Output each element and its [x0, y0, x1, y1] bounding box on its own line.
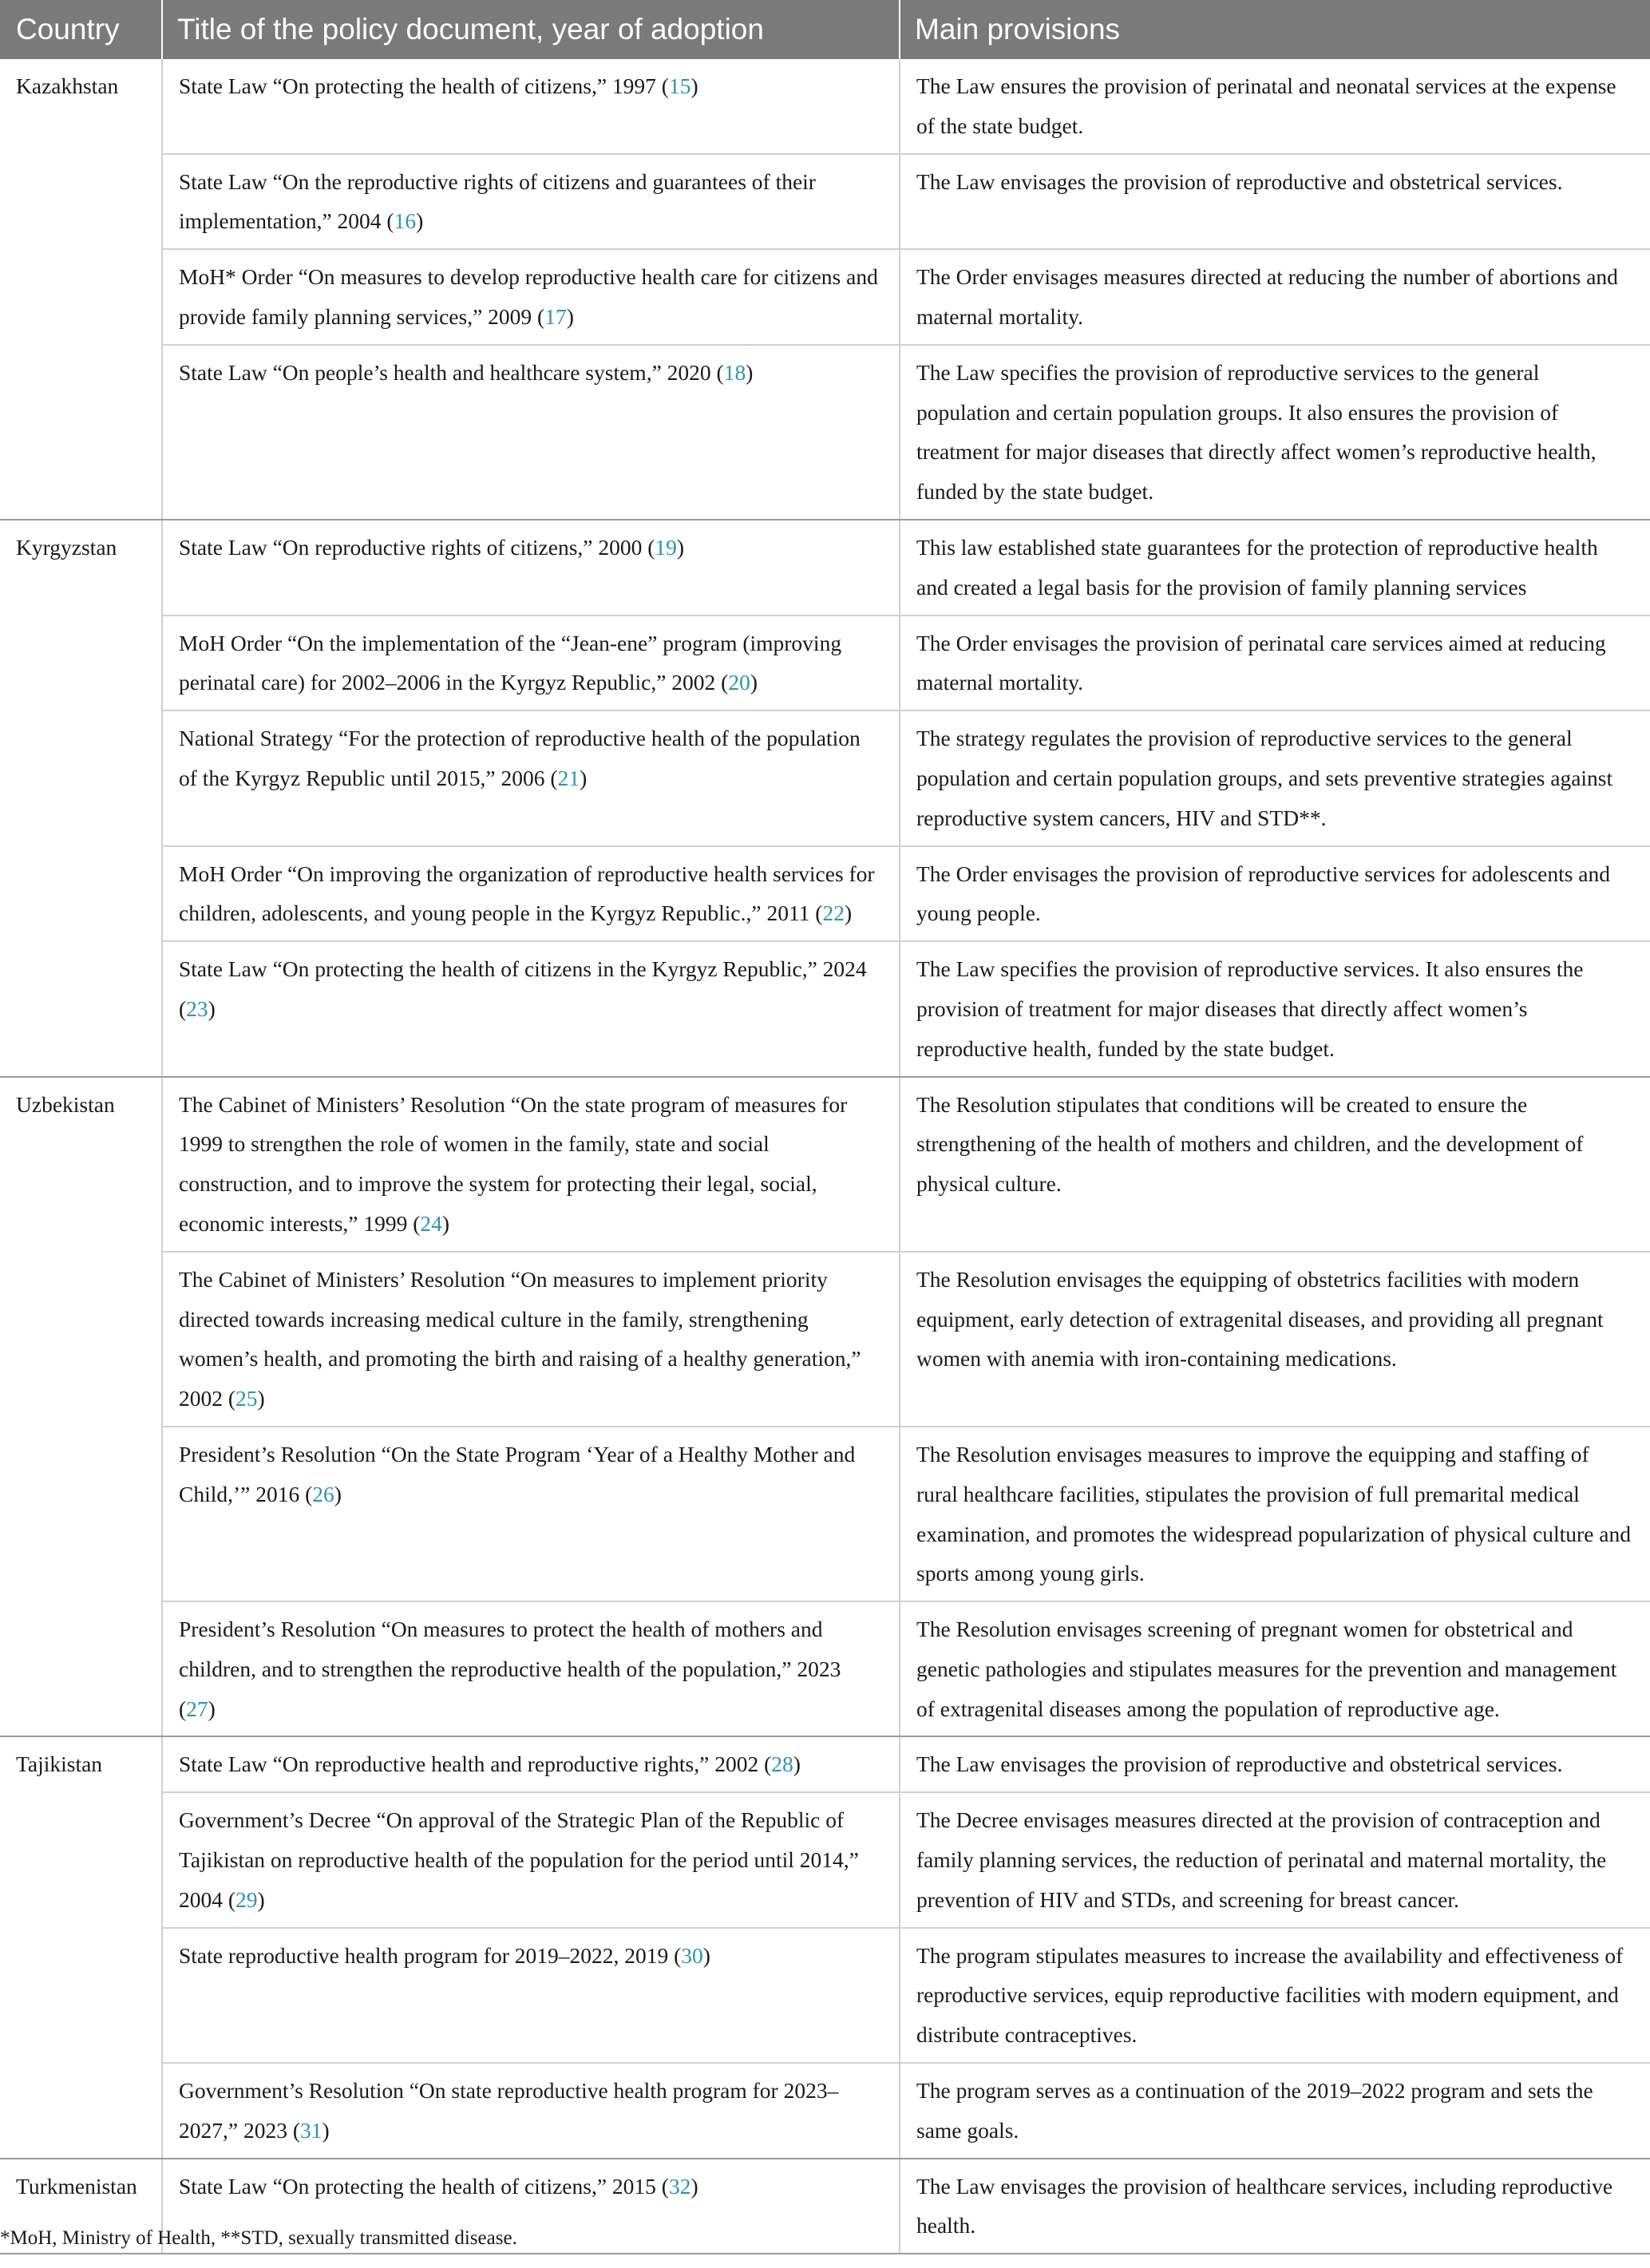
- table-row: [0, 520, 1650, 615]
- main-provisions-cell: The Order envisages measures directed at reducing the number of abortions and maternal mortality.: [900, 249, 1650, 345]
- policy-title-text: President’s Resolution “On measures to protect the health of mothers and children, and to strengthen the reproductive health of the population,” 2023 (: [179, 1617, 841, 1721]
- table-row: [0, 1252, 1650, 1427]
- policy-title-cell: [162, 710, 900, 845]
- policy-title-text: State Law “On protecting the health of citizens,” 1997 (: [179, 73, 669, 98]
- policy-title-text: State Law “On reproductive rights of citizens,” 2000 (: [179, 534, 655, 560]
- reference-link[interactable]: 22: [822, 900, 845, 926]
- main-provisions-cell: The program stipulates measures to increase the availability and effectiveness of reproductive services, equip reproductive facilities with modern equipment, and distribute contraceptives.: [900, 1928, 1650, 2063]
- policy-title-text: Government’s Resolution “On state reproductive health program for 2023–2027,” 2023 (: [179, 2078, 839, 2143]
- reference-link[interactable]: 21: [557, 765, 580, 790]
- header-country: Country: [0, 0, 162, 59]
- policy-title-text: Government’s Decree “On approval of the Strategic Plan of the Republic of Tajikistan on reproductive health of the population for the period until 2014,” 2004 (: [179, 1807, 859, 1912]
- policy-title-text: State Law “On the reproductive rights of citizens and guarantees of their implementation,” 2004 (: [179, 168, 816, 234]
- reference-link[interactable]: 24: [420, 1210, 442, 1236]
- main-provisions-cell: The Order envisages the provision of reproductive services for adolescents and young people.: [900, 846, 1650, 942]
- reference-link[interactable]: 31: [300, 2117, 322, 2143]
- policy-title-cell: [162, 941, 900, 1076]
- reference-link[interactable]: 26: [312, 1481, 334, 1506]
- reference-close-paren: ): [793, 1751, 801, 1777]
- policy-title-text: The Cabinet of Ministers’ Resolution “On the state program of measures for 1999 to strengthen the role of women in the family, state and social construction, and to improve the system for protecting their legal, social, economic interests,” 1999 (: [179, 1091, 848, 1236]
- reference-close-paren: ): [257, 1386, 265, 1411]
- policy-title-cell: [162, 1427, 900, 1601]
- reference-close-paren: ): [690, 73, 698, 98]
- reference-link[interactable]: 29: [235, 1886, 258, 1912]
- policy-title-cell: [162, 520, 900, 615]
- table-row: [0, 345, 1650, 520]
- main-provisions-cell: The Law envisages the provision of reproductive and obstetrical services.: [900, 1736, 1650, 1792]
- policy-title-text: State Law “On reproductive health and reproductive rights,” 2002 (: [179, 1751, 772, 1777]
- policy-title-cell: [162, 1077, 900, 1252]
- policy-title-cell: [162, 615, 900, 711]
- reference-link[interactable]: 32: [668, 2173, 691, 2199]
- reference-link[interactable]: 25: [235, 1386, 258, 1411]
- reference-close-paren: ): [702, 1942, 710, 1968]
- table-row: [0, 1792, 1650, 1927]
- table-row: [0, 154, 1650, 250]
- policy-title-text: State reproductive health program for 2019–2022, 2019 (: [179, 1942, 682, 1968]
- reference-close-paren: ): [208, 1696, 216, 1721]
- country-cell: Turkmenistan: [0, 2159, 162, 2254]
- policy-title-cell: [162, 1792, 900, 1927]
- policy-title-text: State Law “On protecting the health of citizens in the Kyrgyz Republic,” 2024 (: [179, 956, 867, 1021]
- policy-title-text: State Law “On protecting the health of citizens,” 2015 (: [179, 2173, 669, 2199]
- reference-link[interactable]: 17: [544, 303, 567, 329]
- main-provisions-cell: The Decree envisages measures directed at the provision of contraception and family planning services, the reduction of perinatal and maternal mortality, the prevention of HIV and STDs, and screening for breast cancer.: [900, 1792, 1650, 1927]
- main-provisions-cell: The Resolution envisages measures to improve the equipping and staffing of rural healthcare facilities, stipulates the provision of full premarital medical examination, and promotes the widespread popularization of physical culture and sports among young girls.: [900, 1427, 1650, 1601]
- policy-title-cell: [162, 249, 900, 345]
- reference-close-paren: ): [416, 208, 424, 234]
- table-row: [0, 846, 1650, 942]
- policy-title-cell: [162, 59, 900, 154]
- policy-title-text: National Strategy “For the protection of reproductive health of the population of the Kyrgyz Republic until 2015,” 2006 (: [179, 726, 861, 790]
- policy-title-text: President’s Resolution “On the State Program ‘Year of a Healthy Mother and Child,’” 2016 (: [179, 1441, 856, 1506]
- policy-title-text: MoH Order “On improving the organization of reproductive health services for children, adolescents, and young people in the Kyrgyz Republic.,” 2011 (: [179, 861, 875, 926]
- reference-close-paren: ): [441, 1210, 450, 1236]
- policy-title-cell: [162, 846, 900, 942]
- main-provisions-cell: The Law specifies the provision of reproductive services. It also ensures the provision of treatment for major diseases that directly affect women’s reproductive health, funded by the state budget.: [900, 941, 1650, 1076]
- table-row: [0, 941, 1650, 1076]
- main-provisions-cell: The program serves as a continuation of the 2019–2022 program and sets the same goals.: [900, 2063, 1650, 2159]
- policy-title-cell: [162, 1736, 900, 1792]
- header-policy-title: Title of the policy document, year of adoption: [162, 0, 900, 59]
- main-provisions-cell: The Order envisages the provision of perinatal care services aimed at reducing maternal mortality.: [900, 615, 1650, 711]
- reference-close-paren: ): [208, 995, 216, 1021]
- reference-close-paren: ): [257, 1886, 265, 1912]
- policy-title-cell: [162, 1928, 900, 2063]
- reference-link[interactable]: 23: [186, 995, 208, 1021]
- country-cell: Kyrgyzstan: [0, 520, 162, 1077]
- policy-title-text: State Law “On people’s health and healthcare system,” 2020 (: [179, 359, 724, 385]
- reference-close-paren: ): [676, 534, 685, 560]
- main-provisions-cell: The Law specifies the provision of reproductive services to the general population and certain population groups. It also ensures the provision of treatment for major diseases that directly affect women’s reproductive health, funded by the state budget.: [900, 345, 1650, 520]
- policy-title-cell: [162, 2063, 900, 2159]
- country-cell: Uzbekistan: [0, 1077, 162, 1737]
- main-provisions-cell: The Resolution stipulates that conditions will be created to ensure the strengthening of the health of mothers and children, and the development of physical culture.: [900, 1077, 1650, 1252]
- reference-close-paren: ): [690, 2173, 698, 2199]
- reference-link[interactable]: 20: [728, 670, 750, 695]
- policy-title-text: MoH* Order “On measures to develop reproductive health care for citizens and provide family planning services,” 2009 (: [179, 264, 878, 329]
- table-row: [0, 615, 1650, 711]
- table-footnote: *MoH, Ministry of Health, **STD, sexually transmitted disease.: [0, 2227, 517, 2249]
- policy-title-cell: [162, 1252, 900, 1427]
- reference-link[interactable]: 16: [394, 208, 417, 234]
- table-row: [0, 710, 1650, 845]
- country-cell: Tajikistan: [0, 1736, 162, 2158]
- reference-close-paren: ): [580, 765, 588, 790]
- reference-close-paren: ): [750, 670, 758, 695]
- reference-link[interactable]: 19: [655, 534, 677, 560]
- reference-link[interactable]: 18: [723, 359, 746, 385]
- reference-close-paren: ): [322, 2117, 330, 2143]
- main-provisions-cell: This law established state guarantees for the protection of reproductive health and created a legal basis for the provision of family planning services: [900, 520, 1650, 615]
- header-main-provisions: Main provisions: [900, 0, 1650, 59]
- table-row: [0, 1736, 1650, 1792]
- policy-title-cell: [162, 345, 900, 520]
- country-cell: Kazakhstan: [0, 59, 162, 520]
- policy-title-text: MoH Order “On the implementation of the “Jean-ene” program (improving perinatal care) for 2002–2006 in the Kyrgyz Republic,” 2002 (: [179, 630, 842, 695]
- table-row: [0, 2063, 1650, 2159]
- reference-link[interactable]: 15: [668, 73, 691, 98]
- reference-close-paren: ): [566, 303, 574, 329]
- reference-close-paren: ): [334, 1481, 342, 1506]
- policy-title-cell: [162, 154, 900, 250]
- main-provisions-cell: The strategy regulates the provision of reproductive services to the general population and certain population groups, and sets preventive strategies against reproductive system cancers, HIV and STD**.: [900, 710, 1650, 845]
- reference-link[interactable]: 28: [771, 1751, 793, 1777]
- reference-close-paren: ): [746, 359, 754, 385]
- main-provisions-cell: The Resolution envisages screening of pregnant women for obstetrical and genetic pathologies and stipulates measures for the prevention and management of extragenital diseases among the population of reproductive age.: [900, 1601, 1650, 1736]
- reference-link[interactable]: 30: [681, 1942, 703, 1968]
- table-row: [0, 249, 1650, 345]
- table-row: [0, 1077, 1650, 1252]
- main-provisions-cell: The Law ensures the provision of perinatal and neonatal services at the expense of the state budget.: [900, 59, 1650, 154]
- policy-title-text: The Cabinet of Ministers’ Resolution “On measures to implement priority directed towards increasing medical culture in the family, strengthening women’s health, and promoting the birth and raising of a healthy generation,” 2002 (: [179, 1266, 861, 1411]
- main-provisions-cell: The Law envisages the provision of healthcare services, including reproductive health.: [900, 2159, 1650, 2254]
- main-provisions-cell: The Resolution envisages the equipping of obstetrics facilities with modern equipment, early detection of extragenital diseases, and providing all pregnant women with anemia with iron-containing medications.: [900, 1252, 1650, 1427]
- table-row: [0, 1928, 1650, 2063]
- table-row: [0, 1427, 1650, 1601]
- policy-title-cell: [162, 1601, 900, 1736]
- main-provisions-cell: The Law envisages the provision of reproductive and obstetrical services.: [900, 154, 1650, 250]
- table-header-row: [0, 0, 1650, 59]
- table-row: [0, 59, 1650, 154]
- table-body: [0, 59, 1650, 2254]
- table-row: [0, 1601, 1650, 1736]
- reference-link[interactable]: 27: [186, 1696, 208, 1721]
- reference-close-paren: ): [844, 900, 853, 926]
